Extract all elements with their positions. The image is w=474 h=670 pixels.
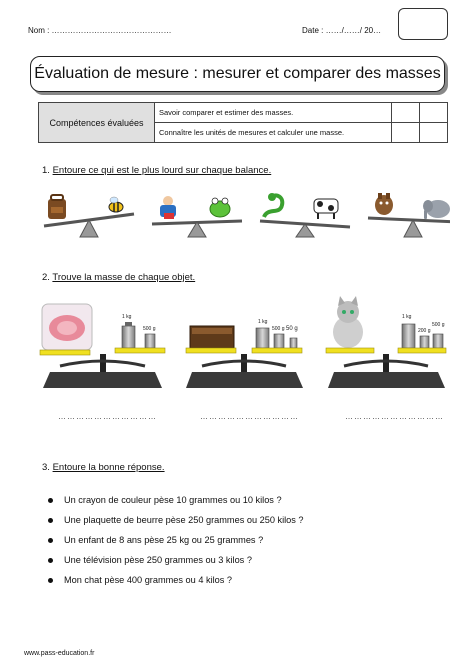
list-item: Une télévision pèse 250 grammes ou 3 kilos ? (48, 550, 304, 570)
bullet-icon (48, 538, 53, 543)
scale-3 (326, 296, 446, 388)
competences-label: Compétences évaluées (39, 103, 155, 143)
balance-2 (152, 196, 242, 237)
check-cell (420, 123, 448, 143)
weight-label: 50 g (286, 326, 298, 332)
snake-icon (264, 193, 282, 217)
list-item: Un enfant de 8 ans pèse 25 kg ou 25 grammes ? (48, 530, 304, 550)
elephant-icon (423, 200, 450, 219)
child-icon (160, 196, 176, 219)
weight-label: 200 g (418, 328, 431, 334)
scale-2 (186, 319, 303, 388)
bullet-icon (48, 578, 53, 583)
question-text: Entoure ce qui est le plus lourd sur chaque balance. (52, 165, 272, 176)
balance-3 (260, 193, 350, 237)
competence-item: Connaître les unités de mesures et calculer une masse. (155, 123, 392, 143)
check-cell (420, 103, 448, 123)
cow-icon (314, 199, 338, 219)
scale-1 (40, 304, 165, 388)
question-2 (42, 272, 195, 283)
name-field-label: Nom : ……………………………………… (28, 26, 172, 35)
footer-url: www.pass-education.fr (24, 650, 95, 657)
list-item: Un crayon de couleur pèse 10 grammes ou 10 kilos ? (48, 490, 304, 510)
weight-label: 1 kg (402, 314, 412, 320)
question-text: Entoure la bonne réponse. (52, 462, 165, 473)
competences-table (38, 102, 448, 143)
weight-label: 1 kg (122, 314, 132, 320)
list-item: Mon chat pèse 400 grammes ou 4 kilos ? (48, 570, 304, 590)
answer-line[interactable]: …………………………… (200, 412, 299, 421)
check-cell (392, 123, 420, 143)
question-number: 1. (42, 165, 50, 176)
grade-box (398, 8, 448, 40)
ham-package-icon (42, 304, 92, 350)
answer-line[interactable]: …………………………… (345, 412, 444, 421)
answer-list (48, 490, 304, 590)
question-1 (42, 165, 271, 176)
table-row (39, 103, 448, 123)
question-text: Trouve la masse de chaque objet. (52, 272, 196, 283)
check-cell (392, 103, 420, 123)
balance-4 (368, 193, 450, 237)
page-title: Évaluation de mesure : mesurer et comparer des masses (30, 56, 445, 92)
q2-scales (30, 290, 450, 400)
bee-icon (109, 197, 123, 212)
question-number: 3. (42, 462, 50, 473)
horse-icon (375, 193, 393, 215)
weight-label: 1 kg (258, 319, 268, 325)
schoolbag-icon (48, 195, 66, 219)
bullet-icon (48, 558, 53, 563)
date-field-label: Date : ……/……/ 20… (302, 26, 382, 35)
weight-label: 500 g (272, 326, 285, 332)
question-number: 2. (42, 272, 50, 283)
question-3 (42, 462, 165, 473)
bullet-icon (48, 518, 53, 523)
bullet-icon (48, 498, 53, 503)
q1-balances (30, 185, 450, 245)
competence-item: Savoir comparer et estimer des masses. (155, 103, 392, 123)
answer-line[interactable]: …………………………… (58, 412, 157, 421)
frog-icon (210, 198, 230, 217)
list-item: Une plaquette de beurre pèse 250 grammes ou 250 kilos ? (48, 510, 304, 530)
balance-1 (44, 195, 134, 237)
weight-label: 500 g (432, 322, 445, 328)
weight-label: 500 g (143, 326, 156, 332)
book-icon (190, 326, 234, 348)
cat-icon (333, 296, 363, 348)
